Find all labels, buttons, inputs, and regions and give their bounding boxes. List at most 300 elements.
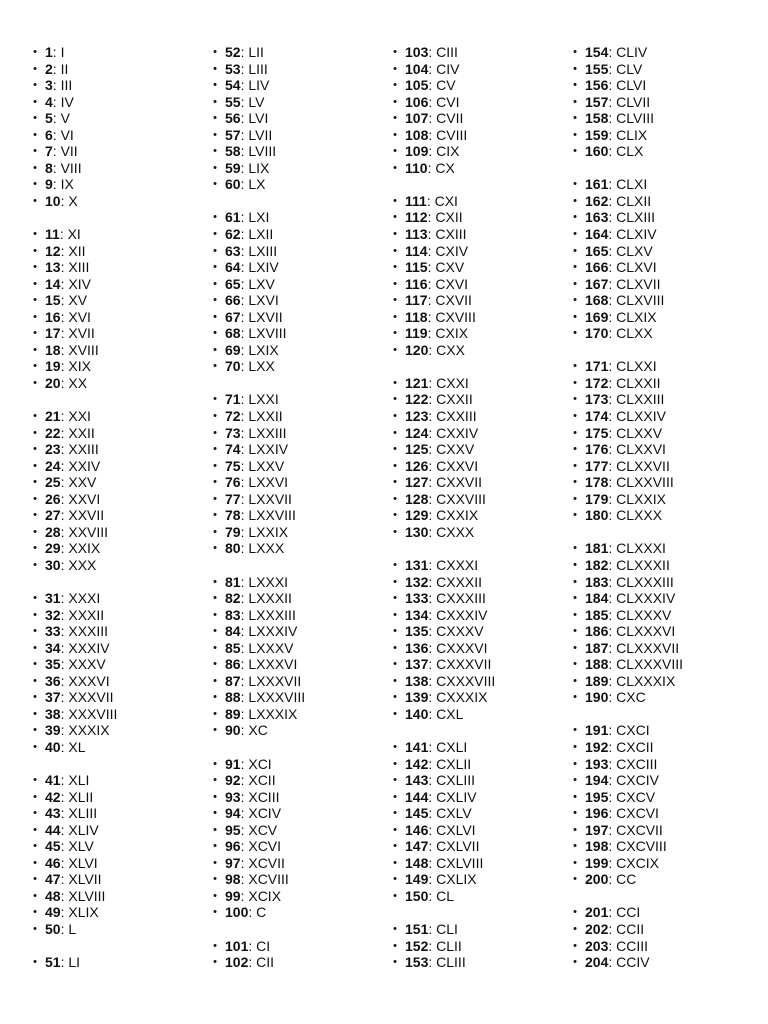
bullet-icon: • (573, 922, 577, 935)
separator: : (240, 209, 249, 226)
arabic-number: 96 (225, 838, 241, 855)
roman-numeral: XXV (68, 474, 97, 491)
separator: : (428, 573, 437, 590)
separator: : (52, 77, 61, 94)
separator: : (428, 937, 437, 954)
arabic-number: 100 (225, 904, 249, 921)
roman-numeral: CLXVI (616, 259, 657, 276)
arabic-number: 126 (405, 457, 429, 474)
separator: : (60, 341, 69, 358)
roman-numeral: CXLIV (436, 788, 477, 805)
arabic-number: 123 (405, 408, 429, 425)
separator: : (240, 441, 249, 458)
list-item-text (45, 722, 110, 739)
list-item-text (225, 491, 292, 508)
list-item-text (405, 607, 488, 624)
roman-numeral: CLXXVI (616, 441, 666, 458)
list-item (385, 855, 565, 872)
list-item (385, 110, 565, 127)
bullet-icon: • (573, 426, 577, 439)
list-item-text (585, 640, 679, 657)
list-item (565, 391, 745, 408)
list-item (205, 276, 385, 293)
arabic-number: 47 (45, 871, 61, 888)
list-item (385, 623, 565, 640)
roman-numeral: CLXXXI (616, 540, 666, 557)
list-item-text (45, 243, 85, 260)
arabic-number: 72 (225, 408, 241, 425)
list-item-text (585, 375, 661, 392)
bullet-icon: • (393, 956, 397, 969)
roman-numeral: CXLV (436, 805, 472, 822)
list-item (565, 325, 745, 342)
bullet-icon: • (393, 393, 397, 406)
arabic-number: 59 (225, 159, 241, 176)
separator: : (428, 920, 437, 937)
list-item (205, 143, 385, 160)
roman-numeral: CII (256, 954, 275, 971)
roman-numeral: CXXXIII (436, 590, 486, 607)
list-item (385, 127, 565, 144)
list-item (385, 871, 565, 888)
bullet-icon: • (33, 128, 37, 141)
bullet-icon: • (213, 79, 217, 92)
list-item (565, 623, 745, 640)
roman-numeral: CLXXIV (616, 408, 666, 425)
bullet-icon: • (33, 922, 37, 935)
list-item-text (45, 805, 97, 822)
list-item (25, 243, 205, 260)
arabic-number: 90 (225, 722, 241, 739)
separator: : (428, 772, 437, 789)
list-item-text (585, 689, 646, 706)
separator: : (60, 838, 69, 855)
separator: : (60, 887, 69, 904)
bullet-icon: • (573, 724, 577, 737)
list-item-text (405, 822, 476, 839)
bullet-icon: • (393, 774, 397, 787)
roman-numeral: CX (435, 159, 455, 176)
roman-numeral: CIX (436, 143, 460, 160)
separator: : (240, 722, 249, 739)
separator: : (428, 44, 437, 60)
list-item (385, 689, 565, 706)
list-item-text (405, 143, 459, 160)
separator: : (60, 556, 69, 573)
list-item (25, 491, 205, 508)
bullet-icon: • (213, 128, 217, 141)
roman-numeral: CLIV (616, 44, 648, 60)
list-item-text (405, 127, 467, 144)
arabic-number: 36 (45, 672, 61, 689)
bullet-icon: • (33, 509, 37, 522)
bullet-icon: • (33, 691, 37, 704)
bullet-icon: • (33, 79, 37, 92)
list-item (565, 540, 745, 557)
arabic-number: 157 (585, 93, 609, 110)
list-item (25, 888, 205, 905)
arabic-number: 182 (585, 556, 609, 573)
bullet-icon: • (393, 939, 397, 952)
bullet-icon: • (213, 393, 217, 406)
bullet-icon: • (393, 823, 397, 836)
separator: : (428, 672, 437, 689)
arabic-number: 85 (225, 639, 241, 656)
arabic-number: 167 (585, 275, 609, 292)
list-item (205, 408, 385, 425)
arabic-number: 89 (225, 705, 241, 722)
arabic-number: 124 (405, 424, 429, 441)
list-item (25, 458, 205, 475)
roman-numeral: LXXII (248, 408, 283, 425)
list-item (385, 607, 565, 624)
separator: : (240, 408, 249, 425)
bullet-icon: • (213, 178, 217, 191)
list-item (385, 243, 565, 260)
separator: : (608, 93, 617, 110)
list-item (25, 921, 205, 938)
roman-numeral: CLXXXIX (616, 672, 676, 689)
list-item-text (405, 756, 471, 773)
list-item-text (225, 276, 275, 293)
arabic-number: 127 (405, 474, 429, 491)
roman-numeral: CLXXXII (616, 556, 670, 573)
list-item-text (405, 574, 482, 591)
bullet-icon: • (393, 310, 397, 323)
roman-numeral: LIX (248, 159, 270, 176)
roman-numeral: CLXV (616, 242, 653, 259)
list-item (385, 193, 565, 210)
separator: : (427, 259, 436, 276)
list-item-text (45, 888, 105, 905)
list-item-text (225, 689, 305, 706)
arabic-number: 184 (585, 590, 609, 607)
bullet-icon: • (33, 492, 37, 505)
bullet-icon: • (213, 443, 217, 456)
roman-numeral: CXL (436, 705, 464, 722)
arabic-number: 121 (405, 374, 429, 391)
list-item-text (405, 77, 456, 94)
list-item (205, 805, 385, 822)
list-item (385, 425, 565, 442)
separator: : (248, 904, 257, 921)
list-item-text (585, 226, 657, 243)
separator: : (240, 590, 249, 607)
list-item-text (405, 276, 468, 293)
roman-numeral: CXCV (616, 788, 656, 805)
bullet-icon: • (213, 608, 217, 621)
bullet-icon: • (213, 724, 217, 737)
roman-numeral: CC (616, 871, 637, 888)
bullet-icon: • (213, 112, 217, 125)
list-item-text (225, 391, 279, 408)
list-item-text (405, 408, 477, 425)
roman-numeral: LXIX (248, 341, 279, 358)
arabic-number: 189 (585, 672, 609, 689)
separator: : (428, 457, 437, 474)
roman-numeral: CXVIII (435, 308, 476, 325)
separator: : (608, 540, 617, 557)
arabic-number: 71 (225, 391, 241, 408)
arabic-number: 98 (225, 871, 241, 888)
arabic-number: 187 (585, 639, 609, 656)
arabic-number: 3 (45, 77, 53, 94)
list-item (565, 557, 745, 574)
arabic-number: 30 (45, 556, 61, 573)
bullet-icon: • (213, 410, 217, 423)
roman-numeral: LXXVII (248, 490, 292, 507)
arabic-number: 78 (225, 507, 241, 524)
bullet-icon: • (393, 410, 397, 423)
roman-numeral: LI (68, 954, 81, 971)
list-item-text (45, 458, 100, 475)
roman-numeral: CXC (616, 689, 646, 706)
separator: : (60, 656, 69, 673)
arabic-number: 109 (405, 143, 429, 160)
list-item-text (45, 640, 110, 657)
bullet-icon: • (393, 922, 397, 935)
roman-numeral: XXXVI (68, 672, 110, 689)
roman-numeral: XC (248, 722, 268, 739)
roman-numeral: CXIII (435, 226, 467, 243)
bullet-icon: • (573, 310, 577, 323)
list-item (25, 143, 205, 160)
bullet-icon: • (213, 757, 217, 770)
list-item-text (225, 805, 281, 822)
separator: : (60, 308, 69, 325)
roman-numeral: XCII (248, 772, 276, 789)
list-item-text (45, 871, 102, 888)
list-item-text (45, 292, 87, 309)
arabic-number: 198 (585, 838, 609, 855)
separator: : (240, 672, 249, 689)
list-item-text (585, 938, 648, 955)
list-item (385, 656, 565, 673)
bullet-icon: • (573, 79, 577, 92)
roman-numeral: CLXXXIII (616, 573, 674, 590)
list-item-text (585, 838, 667, 855)
list-item (25, 855, 205, 872)
bullet-icon: • (573, 856, 577, 869)
separator: : (608, 507, 617, 524)
list-item-text (225, 574, 288, 591)
list-item-text (585, 507, 662, 524)
arabic-number: 34 (45, 639, 61, 656)
separator: : (608, 457, 617, 474)
separator: : (608, 408, 617, 425)
list-item (565, 756, 745, 773)
list-item-text (45, 474, 96, 491)
separator: : (608, 474, 617, 491)
list-item-text (585, 61, 642, 78)
list-item-text (585, 391, 664, 408)
bullet-icon: • (393, 525, 397, 538)
arabic-number: 159 (585, 126, 609, 143)
bullet-icon: • (573, 360, 577, 373)
arabic-number: 137 (405, 656, 429, 673)
list-item-text (45, 540, 100, 557)
list-item-text (585, 739, 653, 756)
list-item (25, 706, 205, 723)
list-item-text (45, 44, 64, 61)
bullet-icon: • (393, 145, 397, 158)
arabic-number: 77 (225, 490, 241, 507)
list-item (25, 607, 205, 624)
roman-numeral: CXXVIII (436, 490, 486, 507)
group-spacer (25, 209, 205, 226)
arabic-number: 202 (585, 920, 609, 937)
separator: : (60, 441, 69, 458)
arabic-number: 58 (225, 143, 241, 160)
separator: : (248, 937, 257, 954)
roman-numeral: XLIX (68, 904, 99, 921)
list-item (205, 77, 385, 94)
arabic-number: 133 (405, 590, 429, 607)
list-item-text (225, 127, 272, 144)
list-item-text (405, 243, 468, 260)
roman-numeral: LXII (248, 226, 274, 243)
list-item (25, 110, 205, 127)
separator: : (240, 60, 249, 77)
list-item (385, 673, 565, 690)
bullet-icon: • (33, 707, 37, 720)
arabic-number: 31 (45, 590, 61, 607)
roman-numeral: CXLII (436, 755, 472, 772)
separator: : (60, 722, 69, 739)
list-item-text (585, 789, 655, 806)
list-item-text (45, 110, 70, 127)
bullet-icon: • (573, 178, 577, 191)
arabic-number: 201 (585, 904, 609, 921)
list-item-text (45, 772, 89, 789)
bullet-icon: • (573, 558, 577, 571)
list-item-text (405, 888, 454, 905)
list-item (385, 574, 565, 591)
separator: : (240, 325, 249, 342)
roman-numeral: CXXV (436, 441, 475, 458)
list-item (385, 77, 565, 94)
separator: : (240, 474, 249, 491)
roman-numeral: LIII (248, 60, 268, 77)
roman-numeral: CVIII (436, 126, 468, 143)
separator: : (60, 374, 69, 391)
arabic-number: 43 (45, 805, 61, 822)
list-item (25, 739, 205, 756)
separator: : (60, 242, 69, 259)
bullet-icon: • (33, 476, 37, 489)
bullet-icon: • (573, 410, 577, 423)
list-item-text (225, 358, 275, 375)
roman-numeral: CXXIII (436, 408, 477, 425)
list-item (385, 143, 565, 160)
roman-numeral: CXXXVI (436, 639, 488, 656)
roman-numeral: CXXVI (436, 457, 479, 474)
bullet-icon: • (573, 95, 577, 108)
arabic-number: 53 (225, 60, 241, 77)
list-item (385, 226, 565, 243)
list-item-text (45, 77, 72, 94)
roman-numeral: CLXXXVIII (616, 656, 684, 673)
separator: : (60, 507, 69, 524)
separator: : (428, 77, 437, 94)
separator: : (428, 887, 437, 904)
roman-numeral: XXVIII (68, 523, 109, 540)
list-item (205, 888, 385, 905)
bullet-icon: • (393, 558, 397, 571)
arabic-number: 10 (45, 192, 61, 209)
roman-numeral: CLII (436, 937, 462, 954)
arabic-number: 164 (585, 226, 609, 243)
list-item (25, 292, 205, 309)
list-item-text (405, 160, 455, 177)
list-item-text (225, 722, 268, 739)
roman-numeral: CLXI (616, 176, 648, 193)
roman-numeral: XLVI (68, 854, 98, 871)
arabic-number: 148 (405, 854, 429, 871)
list-item-text (585, 574, 674, 591)
separator: : (59, 226, 68, 243)
arabic-number: 97 (225, 854, 241, 871)
bullet-icon: • (573, 194, 577, 207)
list-item-text (585, 309, 657, 326)
list-item (205, 656, 385, 673)
separator: : (240, 110, 249, 127)
list-item-text (585, 259, 657, 276)
list-item (385, 160, 565, 177)
arabic-number: 83 (225, 606, 241, 623)
arabic-number: 67 (225, 308, 241, 325)
arabic-number: 139 (405, 689, 429, 706)
list-item-text (225, 325, 287, 342)
roman-numeral: XII (68, 242, 86, 259)
roman-numeral: CXI (434, 192, 458, 209)
separator: : (428, 788, 437, 805)
roman-numeral: CXCVIII (616, 838, 667, 855)
arabic-number: 38 (45, 705, 61, 722)
list-item-text (585, 722, 650, 739)
group-spacer (205, 557, 385, 574)
arabic-number: 170 (585, 325, 609, 342)
list-item-text (45, 689, 114, 706)
list-item (205, 425, 385, 442)
roman-numeral: CLXVIII (616, 292, 665, 309)
list-item-text (225, 822, 277, 839)
bullet-icon: • (573, 674, 577, 687)
separator: : (608, 242, 617, 259)
list-item (205, 623, 385, 640)
arabic-number: 25 (45, 474, 61, 491)
list-item-text (405, 474, 482, 491)
list-item-text (405, 789, 477, 806)
list-item-text (45, 838, 94, 855)
list-item (205, 756, 385, 773)
roman-numeral: CLXXVII (616, 457, 670, 474)
bullet-icon: • (393, 707, 397, 720)
separator: : (240, 887, 249, 904)
arabic-number: 143 (405, 772, 429, 789)
roman-numeral: III (60, 77, 73, 94)
roman-numeral: XLVIII (68, 887, 106, 904)
bullet-icon: • (213, 956, 217, 969)
roman-numeral: XCV (248, 821, 278, 838)
bullet-icon: • (393, 244, 397, 257)
bullet-icon: • (213, 95, 217, 108)
list-item-text (45, 358, 91, 375)
list-item (385, 292, 565, 309)
separator: : (428, 871, 437, 888)
list-item-text (405, 259, 464, 276)
bullet-icon: • (573, 492, 577, 505)
